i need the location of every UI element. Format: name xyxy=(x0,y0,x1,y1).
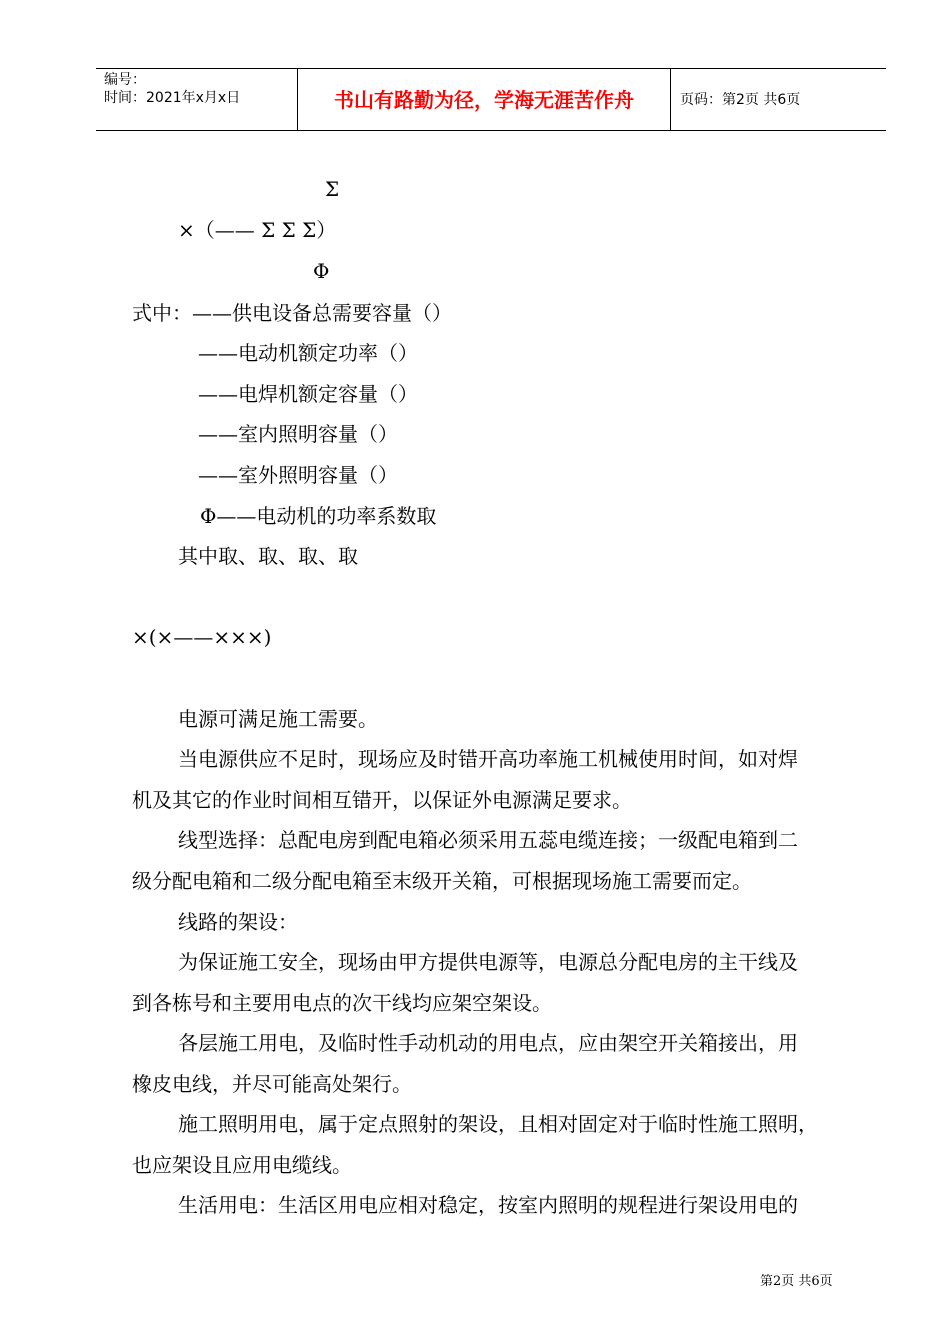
legend-item: Φ——电动机的功率系数取 xyxy=(200,504,437,528)
document-time-label: 时间：2021年x月x日 xyxy=(104,90,241,106)
body-paragraph: 各层施工用电，及临时性手动机动的用电点，应由架空开关箱接出，用 xyxy=(178,1031,798,1055)
body-paragraph: 施工照明用电，属于定点照射的架设，且相对固定对于临时性施工照明， xyxy=(178,1112,818,1136)
body-paragraph: 为保证施工安全，现场由甲方提供电源等，电源总分配电房的主干线及 xyxy=(178,950,798,974)
formula-sigma: Σ xyxy=(325,177,340,201)
document-number-label: 编号： xyxy=(104,72,146,88)
legend-item: ——室外照明容量（） xyxy=(198,463,398,487)
calculation-line: ×(×——×××) xyxy=(132,625,272,649)
header-divider xyxy=(670,69,671,130)
legend-item: ——室内照明容量（） xyxy=(198,422,398,446)
page-header xyxy=(96,68,886,131)
body-paragraph: 橡皮电线，并尽可能高处架行。 xyxy=(132,1072,412,1096)
legend-item: ——电动机额定功率（） xyxy=(198,341,418,365)
header-page-number: 页码：第2页 共6页 xyxy=(680,92,801,108)
legend-item: 其中取、取、取、取 xyxy=(178,544,358,568)
formula-main: ×（—— Σ Σ Σ） xyxy=(178,218,337,242)
body-paragraph: 线型选择：总配电房到配电箱必须采用五蕊电缆连接；一级配电箱到二 xyxy=(178,828,798,852)
body-paragraph: 电源可满足施工需要。 xyxy=(178,707,378,731)
body-paragraph: 级分配电箱和二级分配电箱至末级开关箱，可根据现场施工需要而定。 xyxy=(132,869,752,893)
body-paragraph: 机及其它的作业时间相互错开，以保证外电源满足要求。 xyxy=(132,788,632,812)
formula-phi: Φ xyxy=(313,259,330,283)
page-footer: 第2页 共6页 xyxy=(760,1274,833,1289)
body-paragraph: 当电源供应不足时，现场应及时错开高功率施工机械使用时间，如对焊 xyxy=(178,747,798,771)
body-paragraph: 生活用电：生活区用电应相对稳定，按室内照明的规程进行架设用电的 xyxy=(178,1193,798,1217)
body-paragraph: 线路的架设： xyxy=(178,910,298,934)
legend-item: ——电焊机额定容量（） xyxy=(198,382,418,406)
body-paragraph: 也应架设且应用电缆线。 xyxy=(132,1153,352,1177)
header-motto: 书山有路勤为径，学海无涯苦作舟 xyxy=(334,88,634,112)
body-paragraph: 到各栋号和主要用电点的次干线均应架空架设。 xyxy=(132,991,552,1015)
legend-intro: 式中：——供电设备总需要容量（） xyxy=(132,301,452,325)
header-meta xyxy=(104,71,240,107)
